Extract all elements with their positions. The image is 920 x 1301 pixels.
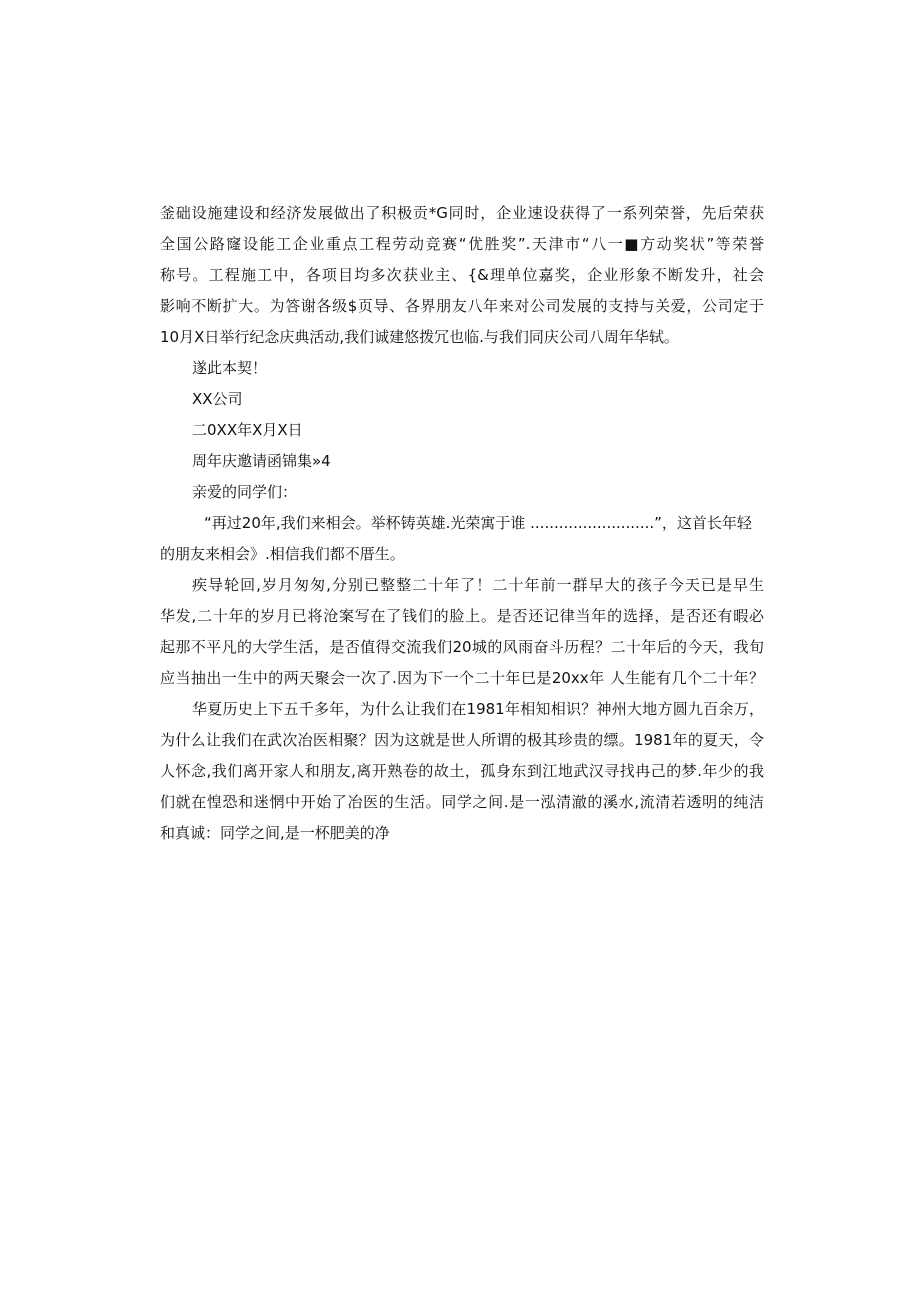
paragraph2-line-4: 应当抽出一生中的两天聚会一次了.因为下一个二十年巳是20xx年 人生能有几个二十年？	[160, 669, 764, 687]
paragraph2-line-3: 起那不平凡的大学生活，是否值得交流我们20城的风雨奋斗历程？二十年后的今天，我旬	[160, 638, 764, 656]
paragraph1-line-4: 影响不断扩大。为答谢各级$页导、各界朋友八年来对公司发展的支持与关爱，公司定于	[160, 297, 764, 315]
company-name: XX公司	[192, 390, 243, 408]
paragraph1-line-1: 釜础设施建设和经济发展做出了积极贡*G同时，企业速设获得了一系列荣誉，先后荣获	[160, 204, 764, 222]
quote-line-1: “再过20年,我们来相会。举杯铸英雄.光荣寓于谁 ..........................”，这首长年轻	[204, 514, 752, 532]
paragraph3-line-5: 和真诚：同学之间,是一杯肥美的净	[160, 824, 390, 842]
paragraph1-line-5: 10月X日举行纪念庆典活动,我们诚建悠拨冗也临.与我们同庆公司八周年华轼。	[160, 328, 679, 346]
paragraph3-line-1: 华夏历史上下五千多年，为什么让我们在1981年相知相识？神州大地方圆九百余万，	[192, 700, 764, 718]
section-title: 周年庆邀请函锦集»4	[192, 452, 331, 470]
quote-line-2: 的朋友来相会》.相信我们都不厝生。	[160, 545, 405, 563]
closing-line: 遂此本契！	[192, 359, 268, 377]
greeting-line: 亲爱的同学们：	[192, 483, 298, 501]
paragraph3-line-2: 为什么让我们在武次冶医相聚？因为这就是世人所谓的极其珍贵的缥。1981年的夏天，令	[160, 731, 764, 749]
paragraph2-line-2: 华发,二十年的岁月已将沧案写在了钱们的脸上。是否还记律当年的选择，是否还有暇必	[160, 607, 764, 625]
date-line: 二0XX年X月X日	[192, 421, 303, 439]
paragraph1-line-3: 称号。工程施工中，各项目均多次获业主、{&理单位嘉奖，企业形象不断发升，社会	[160, 266, 764, 284]
document-body	[160, 198, 764, 849]
paragraph2-line-1: 疾导轮回,岁月匆匆,分别已整整二十年了！二十年前一群早大的孩子今天已是早生	[192, 576, 764, 594]
paragraph3-line-3: 人怀念,我们离开家人和朋友,离开熟卷的故土，孤身东到江地武汉寻找冉己的梦.年少的我	[160, 762, 764, 780]
paragraph3-line-4: 们就在惶恐和迷惘中开始了冶医的生活。同学之间.是一泓清澈的溪水,流清若透明的纯洁	[160, 793, 764, 811]
paragraph1-line-2: 全国公路窿设能工企业重点工程劳动竞赛“优胜奖”.天津市“八一■方动奖状”等荣誉	[160, 235, 764, 253]
